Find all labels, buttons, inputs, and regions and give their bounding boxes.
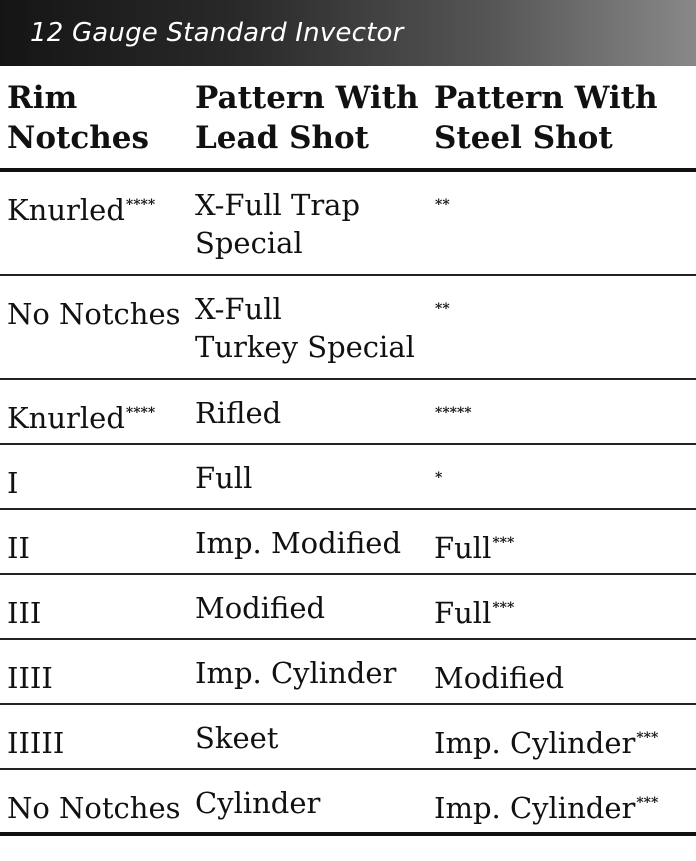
rim-text: III xyxy=(7,596,42,630)
cell-rim xyxy=(7,290,182,333)
table-row xyxy=(0,770,696,836)
header-lead-shot xyxy=(195,78,419,158)
cell-rim xyxy=(7,784,182,827)
cell-lead xyxy=(195,524,401,562)
rim-text: IIIII xyxy=(7,726,65,760)
header-lead-line1: Pattern With xyxy=(195,80,419,116)
cell-steel xyxy=(434,784,658,827)
table-row xyxy=(0,276,696,380)
rim-footnote-mark: **** xyxy=(125,197,156,213)
steel-text: Modified xyxy=(434,661,565,695)
invector-table xyxy=(0,66,696,836)
steel-text: Imp. Cylinder xyxy=(434,791,636,825)
steel-footnote-mark: *** xyxy=(492,535,515,551)
table-title-bar xyxy=(0,0,696,66)
steel-footnote-mark: *** xyxy=(492,600,515,616)
cell-rim xyxy=(7,719,65,762)
lead-line2: Special xyxy=(195,226,303,260)
header-lead-line2: Lead Shot xyxy=(195,120,369,156)
cell-lead xyxy=(195,589,325,627)
cell-lead xyxy=(195,784,320,822)
lead-line1: X-Full xyxy=(195,292,282,326)
rim-text: No Notches xyxy=(7,791,181,825)
table-row xyxy=(0,575,696,640)
steel-text: Imp. Cylinder xyxy=(434,726,636,760)
lead-line1: Skeet xyxy=(195,721,279,755)
lead-line1: X-Full Trap xyxy=(195,188,361,222)
header-rim-line2: Notches xyxy=(7,120,149,156)
table-row xyxy=(0,445,696,510)
lead-line1: Rifled xyxy=(195,396,282,430)
cell-steel xyxy=(434,654,565,697)
cell-lead xyxy=(195,719,278,757)
header-steel-line1: Pattern With xyxy=(434,80,658,116)
cell-steel xyxy=(434,589,514,632)
cell-lead xyxy=(195,459,252,497)
steel-footnote-mark: * xyxy=(435,470,443,486)
steel-footnote-mark: ***** xyxy=(435,405,472,421)
cell-steel xyxy=(434,459,442,502)
steel-footnote-mark: *** xyxy=(636,730,659,746)
cell-lead xyxy=(195,654,396,692)
cell-lead xyxy=(195,394,281,432)
table-row xyxy=(0,510,696,575)
table-row xyxy=(0,705,696,770)
lead-line2: Turkey Special xyxy=(195,330,415,364)
header-rim-notches xyxy=(7,78,149,158)
cell-rim xyxy=(7,524,31,567)
cell-rim xyxy=(7,394,155,437)
rim-text: I xyxy=(7,466,19,500)
cell-lead xyxy=(195,290,415,366)
rim-text: IIII xyxy=(7,661,53,695)
cell-rim xyxy=(7,654,54,697)
cell-rim xyxy=(7,186,155,229)
rim-text: II xyxy=(7,531,30,565)
header-steel-shot xyxy=(434,78,658,158)
cell-steel xyxy=(434,186,450,229)
steel-footnote-mark: ** xyxy=(435,301,450,317)
table-title: 12 Gauge Standard Invector xyxy=(30,18,404,48)
cell-steel xyxy=(434,524,514,567)
steel-footnote-mark: *** xyxy=(636,795,659,811)
lead-line1: Full xyxy=(195,461,253,495)
table-row xyxy=(0,380,696,445)
cell-steel xyxy=(434,394,472,437)
header-rim-line1: Rim xyxy=(7,80,78,116)
steel-text: Full xyxy=(434,531,492,565)
cell-steel xyxy=(434,719,658,762)
header-steel-line2: Steel Shot xyxy=(434,120,613,156)
steel-footnote-mark: ** xyxy=(435,197,450,213)
cell-rim xyxy=(7,589,42,632)
cell-rim xyxy=(7,459,19,502)
lead-line1: Modified xyxy=(195,591,326,625)
lead-line1: Imp. Modified xyxy=(195,526,402,560)
table-header xyxy=(0,66,696,172)
cell-lead xyxy=(195,186,360,262)
rim-footnote-mark: **** xyxy=(125,405,156,421)
rim-text: No Notches xyxy=(7,297,181,331)
table-row xyxy=(0,640,696,705)
table-row xyxy=(0,172,696,276)
lead-line1: Cylinder xyxy=(195,786,321,820)
lead-line1: Imp. Cylinder xyxy=(195,656,397,690)
rim-text: Knurled xyxy=(7,401,125,435)
rim-text: Knurled xyxy=(7,193,125,227)
steel-text: Full xyxy=(434,596,492,630)
cell-steel xyxy=(434,290,450,333)
